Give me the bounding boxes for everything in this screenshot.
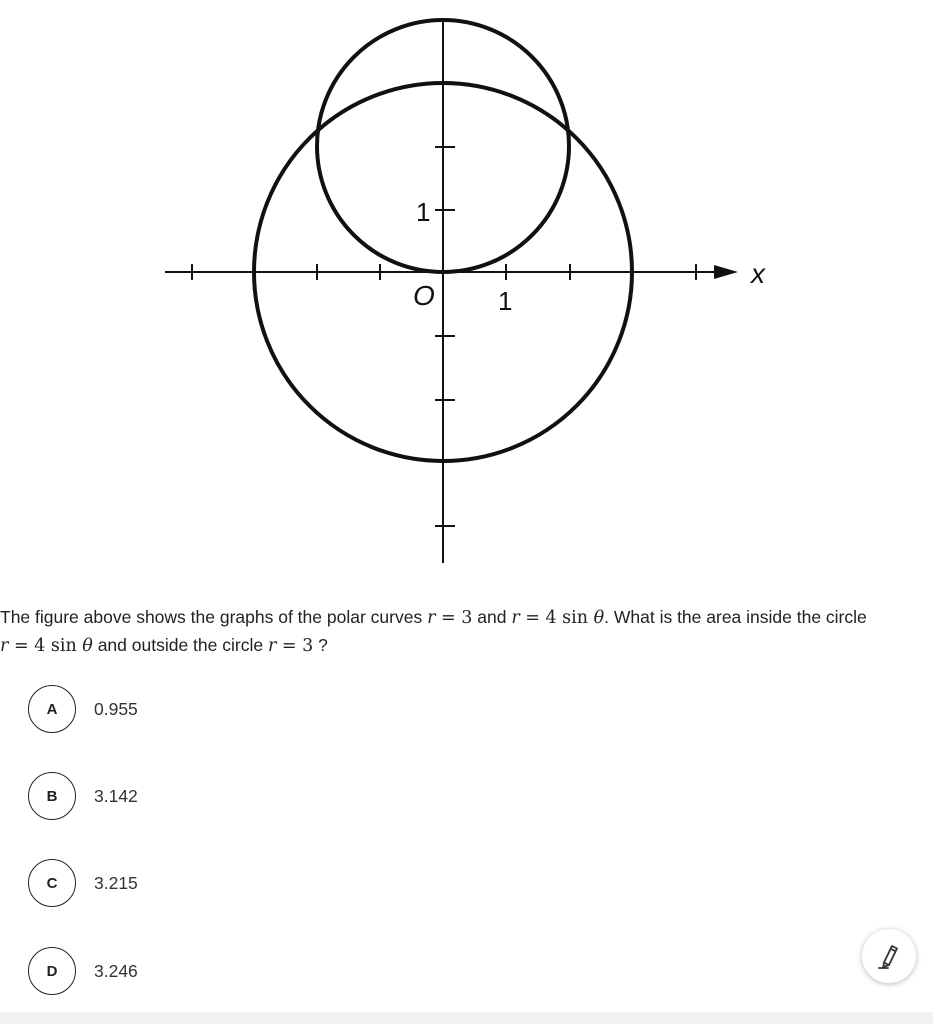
choice-c-letter[interactable]: C <box>28 859 76 907</box>
choice-b-letter[interactable]: B <box>28 772 76 820</box>
pencil-icon <box>875 942 903 970</box>
y-ticks <box>435 147 455 526</box>
question-part-3: . What is the area inside the circle <box>604 607 867 627</box>
equation-3-value: = 4 sin <box>8 636 83 656</box>
bottom-bar <box>0 1012 933 1024</box>
origin-label: O <box>413 280 435 311</box>
annotate-pencil-button[interactable] <box>862 929 916 983</box>
choice-d-value: 3.246 <box>94 960 138 981</box>
equation-4-variable: r <box>267 636 277 656</box>
question-part-1: The figure above shows the graphs of the polar curves <box>0 607 428 627</box>
equation-2-theta: θ <box>593 608 605 628</box>
choice-b-value: 3.142 <box>94 785 138 806</box>
equation-1-value: = 3 <box>435 608 473 628</box>
equation-1-variable: r <box>427 608 436 628</box>
equation-2-variable: r <box>511 608 520 628</box>
equation-3-theta: θ <box>82 636 93 656</box>
question-text <box>0 604 933 660</box>
choice-a[interactable] <box>28 684 138 734</box>
x-axis-label: x <box>751 258 765 289</box>
choice-c[interactable] <box>28 858 138 908</box>
equation-3-variable: r <box>0 636 9 656</box>
choice-d[interactable] <box>28 946 138 996</box>
question-part-4: and outside the circle <box>92 635 268 655</box>
x-tick-label-1: 1 <box>498 286 513 316</box>
question-line-1 <box>0 604 933 632</box>
x-axis-arrow <box>714 265 738 279</box>
question-part-2: and <box>472 607 512 627</box>
choice-a-value: 0.955 <box>94 698 138 719</box>
equation-2-value: = 4 sin <box>519 608 594 628</box>
equation-4-value: = 3 <box>276 636 314 656</box>
choice-c-value: 3.215 <box>94 872 138 893</box>
choice-d-letter[interactable]: D <box>28 947 76 995</box>
choice-b[interactable] <box>28 771 138 821</box>
y-tick-label-1: 1 <box>416 197 431 227</box>
question-line-2 <box>0 632 933 660</box>
choice-a-letter[interactable]: A <box>28 685 76 733</box>
question-part-5: ? <box>313 635 328 655</box>
